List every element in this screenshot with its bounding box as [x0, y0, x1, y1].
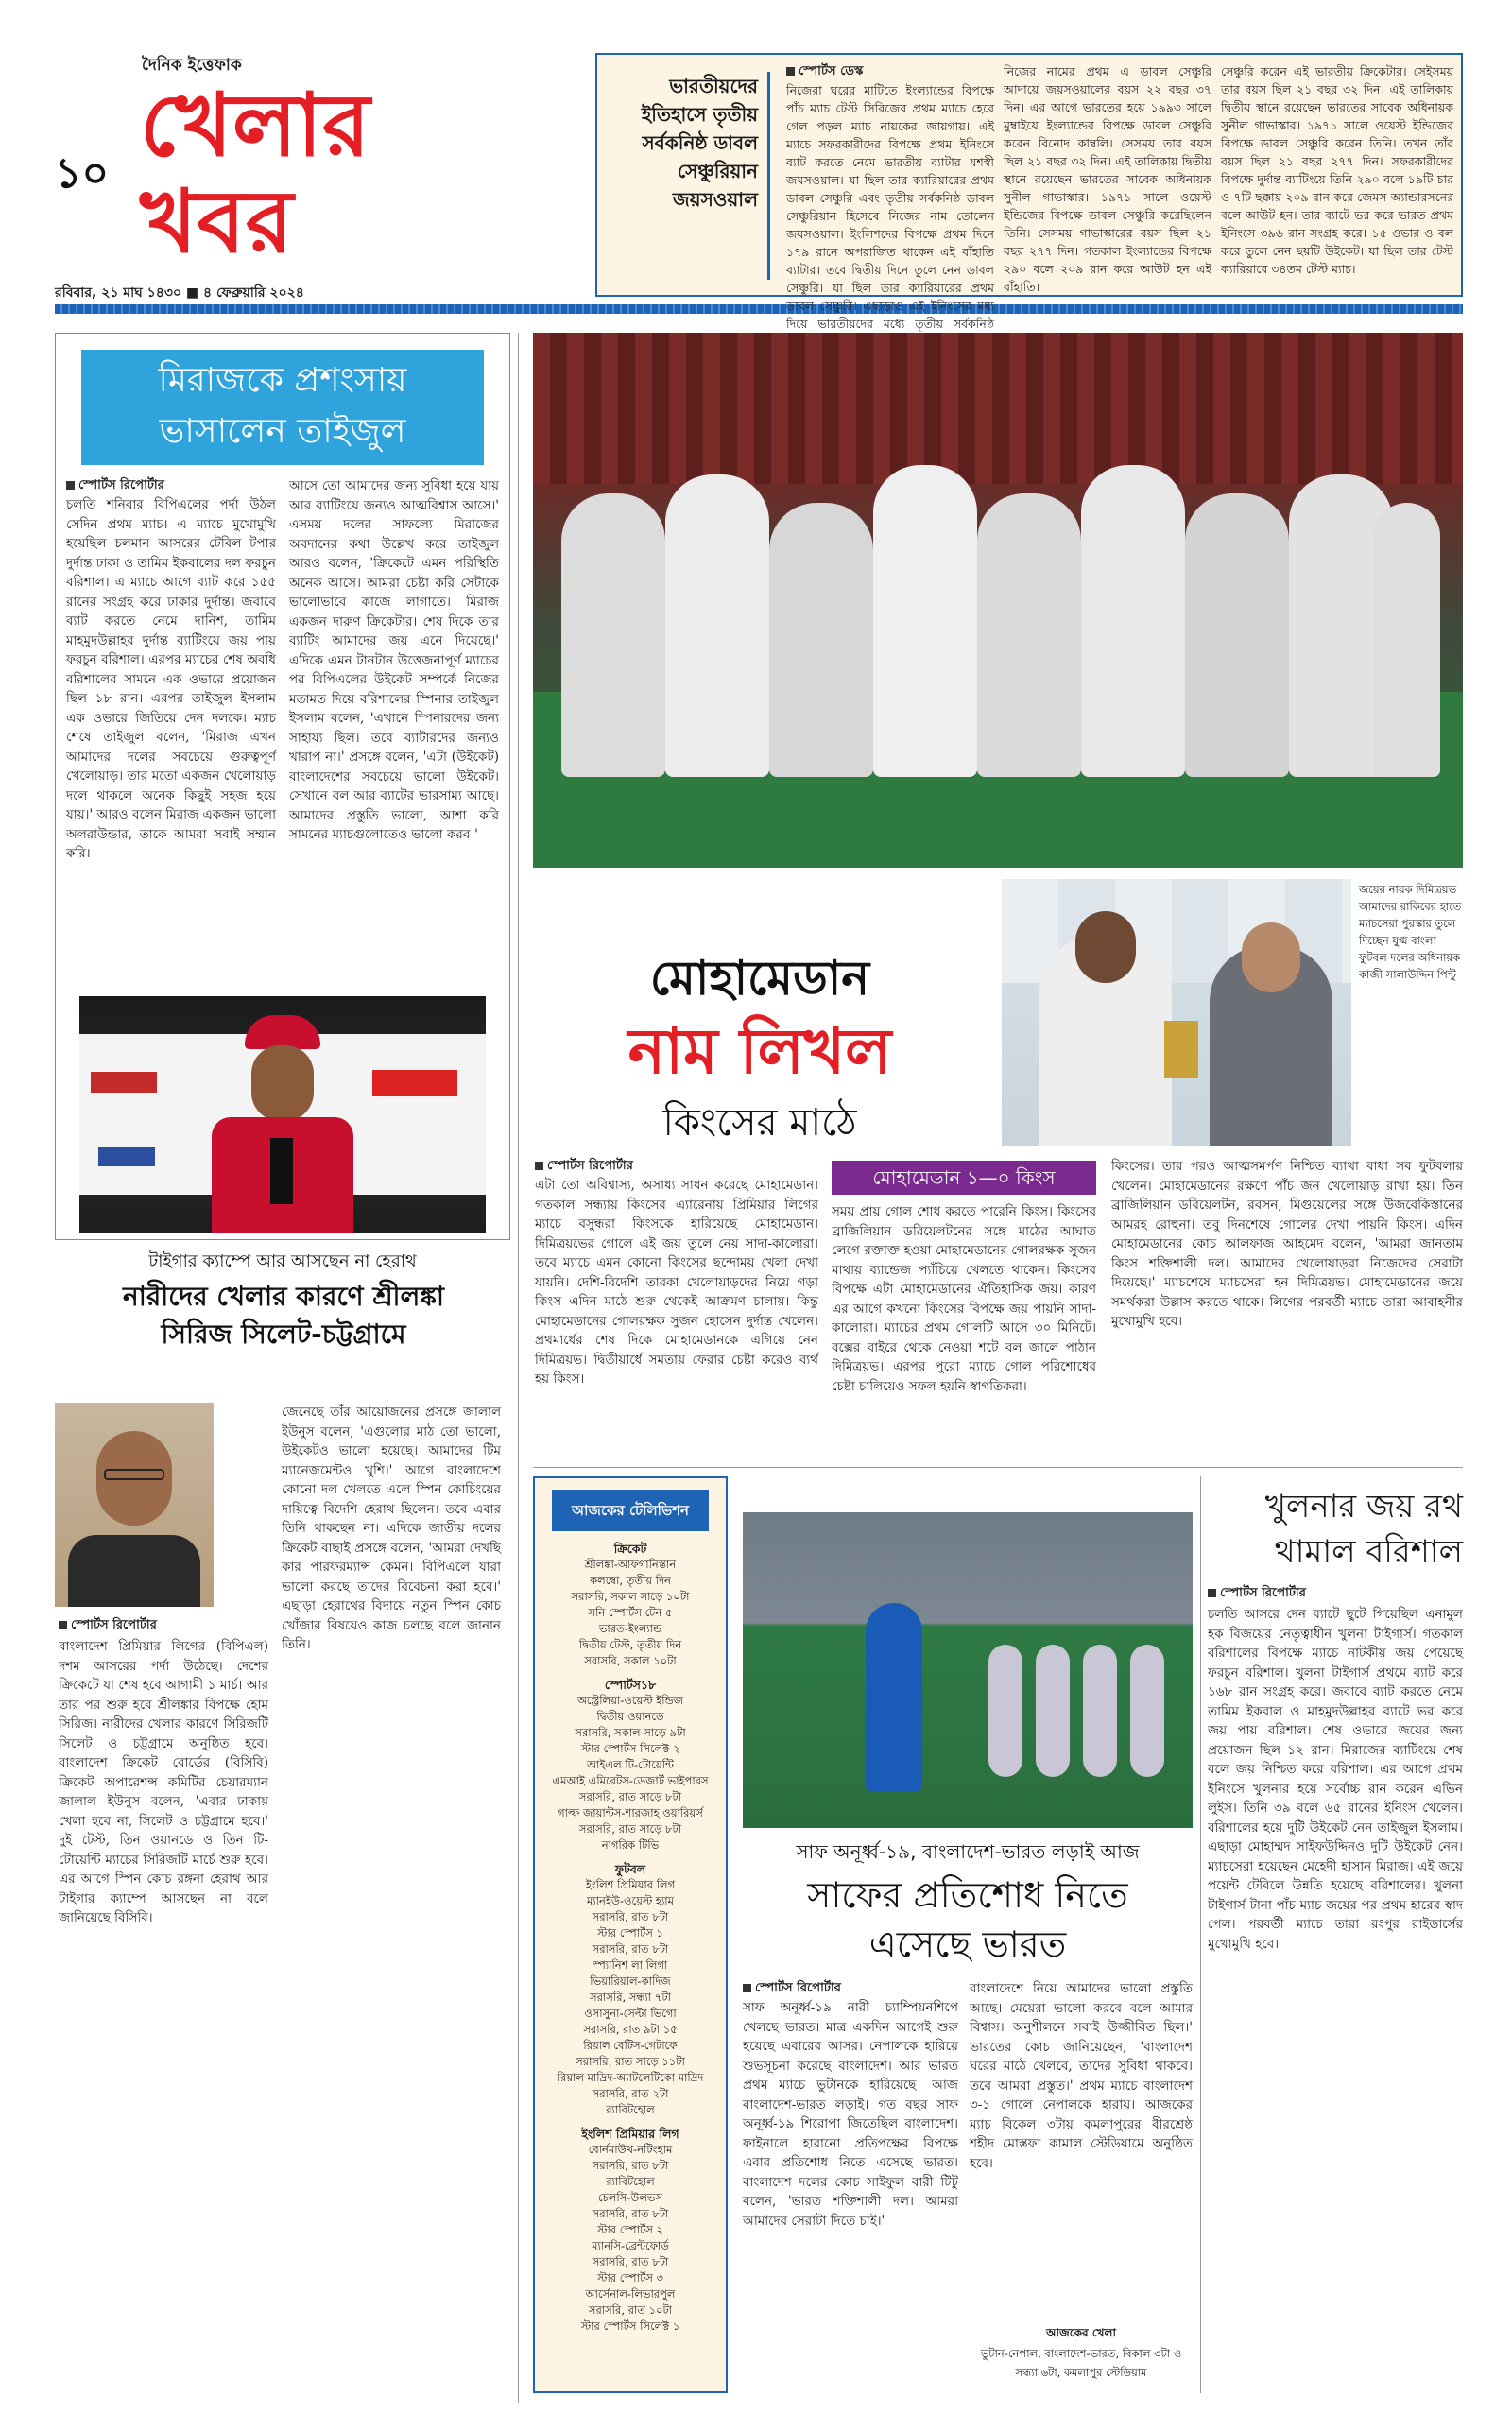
mohammedan-col3: কিংসের। তার পরও আত্মসমর্পণ নিশ্চিত ব্যাথা বাধা সব ফুটবলার খেলেন। মোহামেডানের রক্ষণে পাঁচ জন খেলোয়াড় রাখা হয়। তিন ব্রাজিলিয়ান ডরিয়েলটন, রবসন, মিগুয়েলের সঙ্গে উজবেকিস্তানের আমরহ রোহুনা। তবু দিনশেষে গোলের দেখা পায়নি কিংস। এদিন মোহামেডানের কোচ আলফাজ আহমেদ বলেন, 'আমরা জানতাম কিংস শক্তিশালী দল। আমাদের খেলোয়াড়রা নিজেদের সেরাটা দিয়েছে।' ম্যাচশেষে ম্যাচসেরা হন দিমিত্রয়ভ। মোহামেডানের জয়ে সমর্থকরা উল্লাস করতে থাকে। লিগের পরবর্তী ম্যাচে তারা আবাহনীর মুখোমুখি হবে।: [1111, 1159, 1463, 1329]
khulna-headline-line2: থামাল বরিশাল: [1274, 1533, 1463, 1571]
trophy: [1164, 1021, 1198, 1078]
tiger-camp-col2: জেনেছে তাঁর আয়োজনের প্রসঙ্গে জালাল ইউনুস বলেন, 'এগুলোর মাঠ তো ভালো, উইকেটও ভালো হয়েছে। আমাদের টিম ম্যানেজমেন্টও খুশি।' আগে বাংলাদেশে কোনো দল খেলতে এলে স্পিন কোচিংয়ের দায়িত্বে বিদেশি হেরাথ ছিলেন। তবে এবার তিনি থাকছেন না। এদিকে জাতীয় দলের ক্রিকেট বাছাই প্রসঙ্গে বলেন, 'আমরা দেখছি কার পারফরম্যান্স কেমন। বিপিএলে যারা ভালো করছে তাদের বিবেচনা করা হবে।' এছাড়া হেরাথের বিদায়ে নতুন স্পিন কোচ খোঁজার বিষয়েও কাজ চলছে বলে জানান তিনি।: [282, 1405, 501, 1652]
top-story-byline: [786, 62, 863, 82]
players-group: [561, 465, 1440, 777]
tv-schedule-line: স্টার স্পোর্টস সিলেক্ট ২: [580, 1742, 680, 1755]
tv-schedule-line: ভিয়ারিয়াল-কাদিজ: [590, 1974, 671, 1988]
tv-schedule-line: সরাসরি, রাত ৯টা ১৫: [583, 2023, 678, 2036]
tv-schedule-line: বোর্নমাউথ-নটিংহাম: [588, 2143, 673, 2156]
tv-schedule-line: এমআই এমিরেটস-ডেজার্ট ভাইপারস: [552, 1774, 709, 1787]
tv-schedule-line: সনি স্পোর্টস টেন ৫: [588, 1606, 673, 1619]
mohammedan-byline-text: স্পোর্টস রিপোর্টার: [547, 1159, 633, 1173]
section-rule: [533, 1467, 1463, 1468]
tv-header: আজকের টেলিভিশন: [572, 1502, 689, 1519]
player: [1130, 1645, 1164, 1777]
date-line: রবিবার, ২১ মাঘ ১৪৩০ ■ ৪ ফেব্রুয়ারি ২০২৪: [55, 285, 304, 301]
tv-schedule-line: চেলসি-উলভস: [597, 2191, 663, 2204]
tv-schedule-line: ইংলিশ প্রিমিয়ার লিগ: [585, 1878, 676, 1891]
player-head: [1075, 911, 1136, 983]
official-head: [1242, 922, 1300, 992]
saff-col2: বাংলাদেশে নিয়ে আমাদের ভালো প্রস্তুতি আছে। মেয়েরা ভালো করবে বলে আমার বিশ্বাস। অনুশীলনে সবাই উজ্জীবিত ছিল।' ভারতের কোচ জানিয়েছেন, 'বাংলাদেশ ঘরের মাঠে খেলবে, তাদের সুবিধা থাকবে। তবে আমরা প্রস্তুত।' প্রথম ম্যাচে বাংলাদেশ ৩-১ গোলে নেপালকে হারায়। আজকের ম্যাচ বিকেল ৩টায় কমলাপুরের বীরশ্রেষ্ঠ শহীদ মোস্তফা কামাল স্টেডিয়ামে অনুষ্ঠিত হবে।: [970, 1981, 1193, 2171]
top-story-col3: সেঞ্চুরি করেন এই ভারতীয় ক্রিকেটার। সেইসময় তার বয়স ছিল ২১ বছর ৩২ দিন। এই তালিকায় দ্বিতীয় স্থানে রয়েছেন ভারতের সাবেক অধিনায়ক সুনীল গাভাস্কার। ১৯৭১ সালে ওয়েস্ট ইন্ডিজের বিপক্ষে ডাবল সেঞ্চুরি করেন তিনি। তখন তাঁর বয়স ছিল ২১ বছর ২৭৭ দিন। সফরকারীদের বিপক্ষে দুর্দান্ত ব্যাটিংয়ে তিনি ২৯০ বলে ১৯টি চার ও ৭টি ছক্কায় ২০৯ রান করে জেমস অ্যান্ডারসনের বলে আউট হন। তার ব্যাটে ভর করে ভারত প্রথম ইনিংসে ৩৯৬ রান সংগ্রহ করে। ১৫ ওভার ও বল করে তুলে নেন ছয়টি উইকেট। যা ছিল তার টেস্ট ক্যারিয়ারে ৩৪তম টেস্ট ম্যাচ।: [1221, 64, 1453, 276]
tv-schedule-line: সরাসরি, রাত ৮টা: [592, 2159, 669, 2172]
saff-kicker: সাফ অনূর্ধ্ব-১৯, বাংলাদেশ-ভারত লড়াই আজ: [796, 1840, 1140, 1863]
portrait-body: [68, 1535, 200, 1607]
tv-schedule-line: ম্যানইউ-ওয়েস্ট হ্যাম: [586, 1894, 675, 1907]
tv-schedule-line: ওসাসুনা-সেল্টা ভিগো: [584, 2007, 677, 2020]
tv-schedule-line: স্টার স্পোর্টস সিলেক্ট ১: [580, 2319, 680, 2333]
portrait-glasses: [104, 1469, 164, 1480]
tv-schedule-line: স্টার স্পোর্টস ১: [597, 1926, 663, 1940]
column-rule: [1200, 1476, 1201, 2393]
saff-col1: সাফ অনূর্ধ্ব-১৯ নারী চ্যাম্পিয়নশিপে খেলছে ভারত। মাত্র একদিন আগেই শুরু হয়েছে এবারের আসর। নেপালকে হারিয়ে শুভসূচনা করেছে বাংলাদেশ। আর ভারত প্রথম ম্যাচে ভুটানকে হারিয়েছে। আজ বাংলাদেশ-ভারত লড়াই। গত বছর সাফ অনূর্ধ্ব-১৯ শিরোপা জিতেছিল বাংলাদেশ। ফাইনালে হারানো প্রতিপক্ষের বিপক্ষে এবার প্রতিশোধ নিতে এসেছে ভারত। বাংলাদেশ দলের কোচ সাইফুল বারী টিটু বলেন, 'ভারত শক্তিশালী দল। আমরা আমাদের সেরাটা দিতে চাই।': [743, 2000, 958, 2229]
tiger-camp-kicker: টাইগার ক্যাম্পে আর আসছেন না হেরাথ: [148, 1251, 417, 1271]
tv-section-title: ফুটবল: [614, 1862, 646, 1876]
tv-schedule-line: দ্বিতীয় ওয়ানডে: [596, 1710, 664, 1723]
mohammedan-col2: সময় প্রায় গোল শোধ করতে পারেনি কিংস। কিংসের ব্রাজিলিয়ান ডরিয়েলটনের সঙ্গে মাঠের আঘাত লেগে রক্তাক্ত হওয়া মোহামেডানের গোলরক্ষক সুজন মাথায় ব্যান্ডেজ প্যাঁচিয়ে খেলতে থাকেন। কিংসের বিপক্ষে এটা মোহামেডানের ঐতিহাসিক জয়। কারণ এর আগে কখনো কিংসের বিপক্ষে জয় পায়নি সাদা-কালোরা। ম্যাচের প্রথম গোলটি আসে ৩০ মিনিটে। বক্সের বাইরে থেকে নেওয়া শটে বল জালে পাঠান দিমিত্রয়ভ। এরপর পুরো ম্যাচে গোল পরিশোধের চেষ্টা চালিয়েও সফল হয়নি স্বাগতিকরা।: [832, 1204, 1096, 1394]
mohammedan-col1: এটা তো অবিশ্বাস্য, অসাধ্য সাধন করেছে মোহামেডান। গতকাল সন্ধ্যায় কিংসের এ্যারেনায় প্রিমিয়ার লিগের ম্যাচে বসুন্ধরা কিংসকে হারিয়েছে মোহামেডান। দিমিত্রয়ভের গোলে এই জয় তুলে নেয় সাদা-কালোরা। তবে ম্যাচে এমন কোনো কিংসের ছন্দোময় খেলা দেখা যায়নি। দেশি-বিদেশি তারকা খেলোয়াড়দের নিয়ে গড়া কিংস এদিন মাঠে শুরু থেকেই আক্রমণ চালায়। কিন্তু মোহামেডানের গোলরক্ষক সুজন হোসেন দুর্দান্ত খেলেন। প্রথমার্ধের শেষ দিকে মোহামেডানকে এগিয়ে নেন দিমিত্রয়ভ। দ্বিতীয়ার্ধে সমতায় ফেরার চেষ্টা করেও ব্যর্থ হয় কিংস।: [535, 1178, 818, 1387]
player: [1083, 1645, 1117, 1777]
sponsor-logo: [91, 1072, 157, 1093]
khulna-byline: [1208, 1584, 1306, 1604]
saff-headline-line1: সাফের প্রতিশোধ নিতে: [807, 1874, 1128, 1916]
mohammedan-headline-line2: নাম লিখল: [627, 1015, 892, 1088]
saff-bottom-line2: সন্ধ্যা ৬টা, কমলাপুর স্টেডিয়াম: [1015, 2366, 1147, 2379]
tv-schedule-line: স্টার স্পোর্টস ২: [597, 2223, 663, 2236]
top-story-col1: নিজেরা ঘরের মাটিতে ইংল্যান্ডের বিপক্ষে পাঁচ ম্যাচ টেস্ট সিরিজের প্রথম ম্যাচে হেরে গেল পড়ল ম্যাচ নায়কের জায়গায়। এই ম্যাচে সফরকারীদের বিপক্ষে প্রথম ইনিংসে ব্যাট করতে নেমে ভারতীয় ব্যাটার যশস্বী জয়সওয়াল। যা ছিল তার ক্যারিয়ারের প্রথম ডাবল সেঞ্চুরি এবং তৃতীয় সর্বকনিষ্ঠ ডাবল সেঞ্চুরিয়ান হিসেবে নিজের নাম তোলেন জয়সওয়াল। ইংলিশদের বিপক্ষে প্রথম দিনে ১৭৯ রানে অপরাজিত থাকেন এই বাঁহাতি ব্যাটার। তবে দ্বিতীয় দিনে তুলে নেন ডাবল সেঞ্চুরি। যা ছিল তার ক্যারিয়ারের প্রথম ডাবল সেঞ্চুরি। এছাড়াও এই ইনিংসের মধ্য দিয়ে ভারতীয়দের মধ্যে তৃতীয় সর্বকনিষ্ঠ: [786, 83, 994, 331]
miraj-col2: আসে তো আমাদের জন্য সুবিধা হয়ে যায় আর ব্যাটিংয়ে জন্যও আত্মবিশ্বাস আসে।' এসময় দলের সাফল্যে মিরাজের অবদানের কথা উল্লেখ করে তাইজুল আরও বলেন, 'ক্রিকেটে এমন পরিস্থিতি অনেক আসে। আমরা চেষ্টা করি সেটাকে ভালোভাবে কাজে লাগাতে। মিরাজ একজন দারুণ ক্রিকেটার। শেষ দিকে তার ব্যাটিং আমাদের জয় এনে দিয়েছে।' এদিকে এমন টানটান উত্তেজনাপূর্ণ ম্যাচের পর বিপিএলের উইকেট সম্পর্কে নিজের মতামত দিয়ে বরিশালের স্পিনার তাইজুল ইসলাম বলেন, 'এখানে স্পিনারদের জন্য সাহায্য ছিল। তবে ব্যাটারদের জন্যও খারাপ না।' প্রসঙ্গে বলেন, 'এটা (উইকেট) বাংলাদেশের সবচেয়ে ভালো উইকেট। সেখানে বল আর ব্যাটের ভারসাম্য আছে। আমাদের প্রস্তুতি ভালো, আশা করি সামনের ম্যাচগুলোতেও ভালো করব।': [289, 478, 499, 842]
khulna-headline-line1: খুলনার জয় রথ: [1264, 1488, 1463, 1526]
tv-schedule-line: কলম্বো, তৃতীয় দিন: [590, 1574, 671, 1587]
tiger-camp-headline: নারীদের খেলার কারণে শ্রীলঙ্কা সিরিজ সিলেট-চট্টগ্রামে: [123, 1281, 444, 1350]
mohammedan-byline: [535, 1157, 633, 1177]
tv-schedule-line: দ্বিতীয় টেস্ট, তৃতীয় দিন: [578, 1638, 682, 1651]
top-story-headline-text: ভারতীয়দের ইতিহাসে তৃতীয় সর্বকনিষ্ঠ ডাবল সেঞ্চুরিয়ান জয়সওয়াল: [641, 75, 758, 211]
player-face: [251, 1045, 314, 1121]
miraj-headline-line2: ভাসালেন তাইজুল: [159, 412, 406, 451]
tv-section-title: স্পোর্টস১৮: [604, 1678, 657, 1692]
tv-section-title: ক্রিকেট: [613, 1542, 647, 1556]
tv-schedule-line: রিয়াল মাদ্রিদ-অ্যাটলেটিকো মাদ্রিদ: [557, 2071, 704, 2084]
saff-byline: [743, 1979, 841, 1999]
saff-bottom-line1: ভুটান-নেপাল, বাংলাদেশ-ভারত, বিকাল ৩টা ও: [980, 2347, 1182, 2360]
tv-schedule-line: আইএল টি-টোয়েন্টি: [586, 1758, 675, 1771]
tv-schedule-line: সরাসরি, রাত সাড়ে ৮টা: [578, 1790, 682, 1803]
tv-schedule-line: সরাসরি, রাত সাড়ে ১১টা: [576, 2055, 685, 2068]
top-story-col2: নিজের নামের প্রথম এ ডাবল সেঞ্চুরি আদায়ে জয়সওয়ালের বয়স ২২ বছর ৩৭ দিন। এর আগে ভারতের হয়ে ১৯৯৩ সালে মুম্বাইয়ে ইংল্যান্ডের বিপক্ষে ডাবল সেঞ্চুরি করেন বিনোদ কাম্বলি। সেসময় তার বয়স ছিল ২১ বছর ৩২ দিন। এই তালিকায় দ্বিতীয় স্থানে রয়েছেন ভারতের সাবেক অধিনায়ক সুনীল গাভাস্কার। ১৯৭১ সালে ওয়েস্ট ইন্ডিজের বিপক্ষে ডাবল সেঞ্চুরি করেছিলেন তিনি। সেসময় গাভাস্কারের বয়স ছিল ২১ বছর ২৭৭ দিন। গতকাল ইংল্যান্ডের বিপক্ষে ২৯০ বলে ২০৯ রান করে আউট হন এই বাঁহাতি।: [1004, 64, 1211, 294]
tv-section-title: ইংলিশ প্রিমিয়ার লিগ: [581, 2127, 679, 2141]
stadium-stands: [533, 333, 1463, 484]
miraj-byline: [66, 476, 164, 496]
tiger-camp-byline: [59, 1616, 157, 1636]
tv-schedule-line: ভারত-ইংল্যান্ড: [598, 1622, 662, 1635]
tv-schedule-line: অস্ট্রেলিয়া-ওয়েস্ট ইন্ডিজ: [576, 1694, 684, 1707]
miraj-col1: চলতি শনিবার বিপিএলের পর্দা উঠল সেদিন প্রথম ম্যাচ। এ ম্যাচে মুখোমুখি হয়েছিল চলমান আসরের টেবিল টপার দুর্দান্ত ঢাকা ও তামিম ইকবালের দল ফরচুন বরিশাল। এ ম্যাচে আগে ব্যাট করে ১৫৫ রানের সংগ্রহ করে ঢাকার দুর্দান্ত। জবাবে ব্যাট করতে নেমে দানিশ, তামিম মাহমুদউল্লাহর দুর্দান্ত ব্যাটিংয়ে জয় পায় ফরচুন বরিশাল। এরপর ম্যাচের শেষ অবধি বরিশালের সামনে এক ওভারে প্রয়োজন ছিল ১৮ রান। এরপর তাইজুল ইসলাম এক ওভারে জিতিয়ে দেন দলকে। ম্যাচ শেষে তাইজুল বলেন, 'মিরাজ এখন আমাদের দলের সবচেয়ে গুরুত্বপূর্ণ খেলোয়াড়। তার মতো একজন খেলোয়াড় দলে থাকলে অনেক কিছুই সহজ হয়ে যায়।' আরও বলেন মিরাজ একজন ভালো অলরাউন্ডার, তাকে আমরা সবাই সম্মান করি।: [66, 497, 276, 861]
section-title-line2: খবর: [140, 171, 294, 272]
tv-schedule-line: র‍্যাবিটহোল: [606, 2103, 655, 2116]
tv-schedule-line: স্টার স্পোর্টস ৩: [597, 2271, 663, 2284]
khulna-body: চলতি আসরে দেন ব্যাটে ছুটে গিয়েছিল এনামুল হক বিজয়ের নেতৃত্বাধীন খুলনা টাইগার্স। গতকাল বরিশালের বিপক্ষে ম্যাচে নাটকীয় জয় পেয়েছে ফরচুন বরিশাল। খুলনা টাইগার্স প্রথমে ব্যাট করে ১৬৮ রান সংগ্রহ করে। জবাবে ব্যাট করতে নেমে তামিম ইকবাল ও মাহমুদউল্লাহর ব্যাটে ভর করে জয় পায় বরিশাল। শেষ ওভারে জয়ের জন্য প্রয়োজন ছিল ১২ রান। মিরাজের ব্যাটিংয়ে শেষ বলে জয় নিশ্চিত করে বরিশাল। এর আগে প্রথম ইনিংসে খুলনার হয়ে সর্বোচ্চ রান করেন এভিন লুইস। তিনি ৩৯ বলে ৬৫ রানের ইনিংস খেলেন। বরিশালের হয়ে দুটি উইকেট নেন তাইজুল ইসলাম। এছাড়া মোহাম্মদ সাইফউদ্দিনও দুটি উইকেট নেন। ম্যাচসেরা হয়েছেন মেহেদী হাসান মিরাজ। এই জয়ে পয়েন্ট টেবিলে উন্নতি হয়েছে বরিশালের। খুলনা টাইগার্স টানা পাঁচ ম্যাচ জয়ের পর প্রথম হারের স্বাদ পেল। পরবর্তী ম্যাচে তারা রংপুর রাইডার্সের মুখোমুখি হবে।: [1208, 1607, 1463, 1952]
tv-schedule-line: গাল্ফ জায়ান্টস-শারজাহ ওয়ারিয়র্স: [558, 1806, 703, 1819]
player-kicking: [866, 1603, 922, 1792]
jalal-yunus-photo: [55, 1403, 214, 1607]
tv-schedule-line: সরাসরি, রাত ৮টা: [592, 2207, 669, 2220]
tv-schedule-line: নাগরিক টিভি: [601, 1838, 660, 1852]
saff-bottom-label: আজকের খেলা: [1046, 2326, 1116, 2339]
saff-byline-text: স্পোর্টস রিপোর্টার: [755, 1981, 841, 1995]
tv-schedule-line: রিয়াল বেটিস-গেটাফে: [583, 2039, 678, 2052]
player: [988, 1645, 1022, 1777]
section-title-line1: খেলার: [140, 75, 370, 176]
tv-schedule-line: সরাসরি, সকাল ১০টা: [584, 1654, 677, 1667]
top-story-byline-text: স্পোর্টস ডেস্ক: [799, 64, 864, 78]
saff-headline-line2: এসেছে ভারত: [868, 1923, 1067, 1965]
tv-schedule-line: সরাসরি, সকাল সাড়ে ১০টা: [571, 1590, 690, 1603]
newspaper-brand: দৈনিক ইত্তেফাক: [142, 56, 242, 75]
score-bar-text: মোহামেডান ১—০ কিংস: [872, 1166, 1056, 1189]
column-rule: [518, 333, 519, 2403]
tv-schedule-line: সরাসরি, রাত ১০টা: [588, 2303, 673, 2317]
tv-schedule-list: [541, 1541, 720, 2391]
saff-training-photo: [743, 1512, 1193, 1828]
sponsor-logo: [372, 1070, 457, 1096]
tiger-camp-col1: বাংলাদেশ প্রিমিয়ার লিগের (বিপিএল) দশম আসরের পর্দা উঠেছে। দেশের ক্রিকেটে যা শেষ হবে আগামী ১ মার্চ। আর তার পর শুরু হবে শ্রীলঙ্কার বিপক্ষে হোম সিরিজ। নারীদের খেলার কারণে সিরিজটি সিলেট ও চট্টগ্রামে অনুষ্ঠিত হবে। বাংলাদেশ ক্রিকেট বোর্ডের (বিসিবি) ক্রিকেট অপারেশন্স কমিটির চেয়ারম্যান জালাল ইউনুস বলেন, 'এবার ঢাকায় খেলা হবে না, সিলেট ও চট্টগ্রামে হবে।' দুই টেস্ট, তিন ওয়ানডে ও তিন টি-টোয়েন্টি ম্যাচের সিরিজটি মার্চে শুরু হবে। এর আগে স্পিন কোচ রঙ্গনা হেরাথ আর টাইগার ক্যাম্পে আসছেন না বলে জানিয়েছে বিসিবি।: [59, 1639, 268, 1925]
tv-schedule-line: আর্সেনাল-লিভারপুল: [585, 2287, 676, 2301]
microphone: [270, 1138, 293, 1204]
tv-schedule-line: সরাসরি, রাত ৮টা: [592, 1942, 669, 1956]
mohammedan-headline-line1: মোহামেডান: [649, 951, 870, 1006]
tv-schedule-line: সরাসরি, রাত সাড়ে ৮টা: [578, 1822, 682, 1836]
tv-schedule-line: সরাসরি, সন্ধ্যা ৭টা: [590, 1991, 671, 2004]
tv-schedule-line: শ্রীলঙ্কা-আফগানিস্তান: [584, 1558, 677, 1571]
tv-schedule-line: সরাসরি, রাত ২টা: [592, 2087, 669, 2100]
miraj-byline-text: স্পোর্টস রিপোর্টার: [78, 478, 164, 492]
tv-schedule-line: ম্যানসি-ব্রেন্টফোর্ড: [592, 2239, 669, 2252]
tv-schedule-line: সরাসরি, রাত ৮টা: [592, 2255, 669, 2268]
tv-schedule-line: সরাসরি, সকাল সাড়ে ৯টা: [575, 1726, 686, 1739]
tiger-camp-byline-text: স্পোর্টস রিপোর্টার: [71, 1618, 157, 1632]
mohammedan-headline-line3: কিংসের মাঠে: [662, 1101, 857, 1145]
player: [1036, 1645, 1070, 1777]
sponsor-logo: [98, 1147, 155, 1166]
player-cap: [245, 1015, 320, 1049]
top-story-headline: [610, 72, 770, 280]
page-number: ১০: [55, 149, 110, 198]
miraj-headline-line1: মিরাজকে প্রশংসায়: [158, 361, 407, 400]
khulna-byline-text: স্পোর্টস রিপোর্টার: [1220, 1586, 1306, 1600]
tv-schedule-line: স্প্যানিশ লা লিগা: [593, 1958, 668, 1972]
taijul-press-conference-photo: [79, 996, 486, 1233]
award-ceremony-photo: [1002, 879, 1351, 1146]
tv-schedule-line: র‍্যাবিটহোল: [606, 2175, 655, 2188]
tv-schedule-line: সরাসরি, রাত ৮টা: [592, 1910, 669, 1923]
award-photo-caption: জয়ের নায়ক দিমিত্রয়ভ আমাদের রাকিবের হাতে ম্যাচসেরা পুরস্কার তুলে দিচ্ছেন যুগ্ম বাংলা ফুটবল দলের অধিনায়ক কাজী সালাউদ্দিন পিন্টু: [1359, 883, 1462, 981]
masthead-divider: [55, 304, 1463, 314]
mohammedan-celebration-photo: [533, 333, 1463, 868]
